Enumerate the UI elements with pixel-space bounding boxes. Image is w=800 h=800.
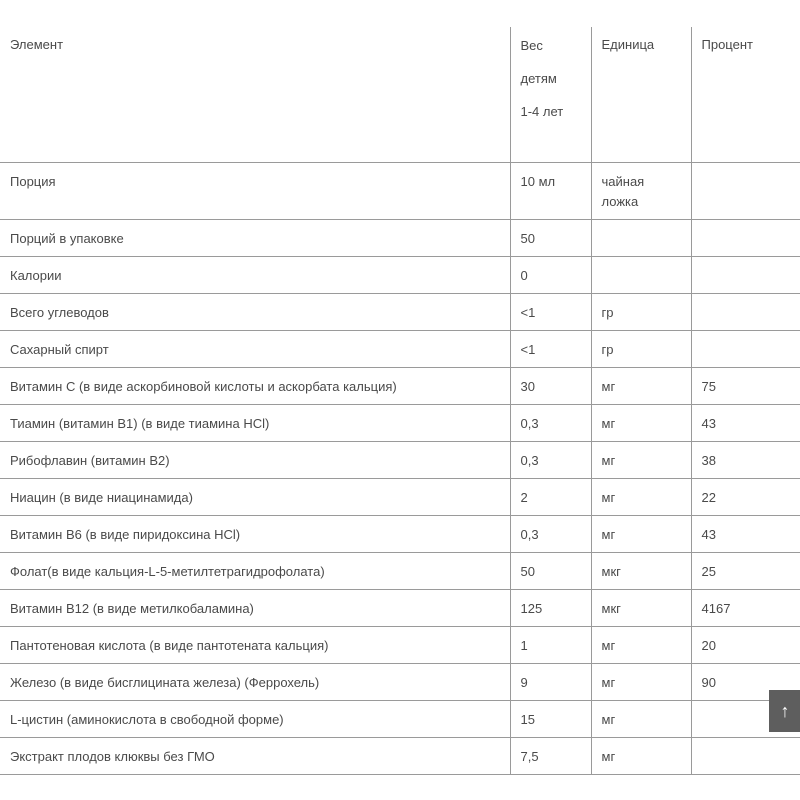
header-weight-line-2: детям — [520, 71, 557, 86]
table-row — [0, 367, 800, 404]
cell-weight: <1 — [510, 293, 591, 330]
table-row — [0, 219, 800, 256]
table-row — [0, 478, 800, 515]
cell-unit: мг — [591, 700, 691, 737]
cell-weight: 50 — [510, 219, 591, 256]
cell-element: Порция — [0, 162, 510, 219]
cell-unit: мг — [591, 626, 691, 663]
cell-unit: мг — [591, 404, 691, 441]
cell-element: Пантотеновая кислота (в виде пантотената кальция) — [0, 626, 510, 663]
cell-weight: <1 — [510, 330, 591, 367]
table-row — [0, 737, 800, 774]
table-row — [0, 441, 800, 478]
cell-percent: 43 — [691, 404, 800, 441]
cell-weight: 15 — [510, 700, 591, 737]
cell-element: L-цистин (аминокислота в свободной форме) — [0, 700, 510, 737]
nutrition-table-container — [0, 27, 800, 775]
cell-weight: 0,3 — [510, 441, 591, 478]
cell-unit: мкг — [591, 552, 691, 589]
cell-weight: 50 — [510, 552, 591, 589]
cell-unit — [591, 219, 691, 256]
cell-element: Тиамин (витамин B1) (в виде тиамина HCl) — [0, 404, 510, 441]
cell-element: Витамин B6 (в виде пиридоксина HCl) — [0, 515, 510, 552]
cell-element: Рибофлавин (витамин B2) — [0, 441, 510, 478]
scroll-to-top-button[interactable] — [769, 690, 800, 732]
table-row — [0, 293, 800, 330]
cell-element: Витамин B12 (в виде метилкобаламина) — [0, 589, 510, 626]
cell-element: Фолат(в виде кальция-L-5-метилтетрагидрофолата) — [0, 552, 510, 589]
table-row — [0, 404, 800, 441]
table-row — [0, 515, 800, 552]
cell-percent: 38 — [691, 441, 800, 478]
table-row — [0, 626, 800, 663]
cell-element: Экстракт плодов клюквы без ГМО — [0, 737, 510, 774]
cell-percent — [691, 162, 800, 219]
cell-weight: 0,3 — [510, 404, 591, 441]
cell-percent: 43 — [691, 515, 800, 552]
table-row — [0, 589, 800, 626]
cell-unit — [591, 256, 691, 293]
cell-percent: 25 — [691, 552, 800, 589]
cell-unit: мг — [591, 515, 691, 552]
cell-weight: 7,5 — [510, 737, 591, 774]
cell-element: Порций в упаковке — [0, 219, 510, 256]
cell-percent — [691, 219, 800, 256]
cell-weight: 1 — [510, 626, 591, 663]
header-element: Элемент — [10, 37, 64, 52]
cell-weight: 0 — [510, 256, 591, 293]
cell-unit: мг — [591, 367, 691, 404]
cell-unit: чайная ложка — [591, 162, 691, 219]
cell-weight: 30 — [510, 367, 591, 404]
cell-unit: гр — [591, 293, 691, 330]
cell-weight: 2 — [510, 478, 591, 515]
table-row — [0, 663, 800, 700]
cell-element: Витамин C (в виде аскорбиновой кислоты и аскорбата кальция) — [0, 367, 510, 404]
table-row — [0, 162, 800, 219]
cell-percent: 4167 — [691, 589, 800, 626]
cell-percent — [691, 330, 800, 367]
cell-element: Железо (в виде бисглицината железа) (Феррохель) — [0, 663, 510, 700]
cell-element: Ниацин (в виде ниацинамида) — [0, 478, 510, 515]
cell-percent: 22 — [691, 478, 800, 515]
table-header-row — [0, 27, 800, 162]
cell-unit: мг — [591, 478, 691, 515]
cell-percent — [691, 256, 800, 293]
cell-weight: 9 — [510, 663, 591, 700]
cell-element: Всего углеводов — [0, 293, 510, 330]
cell-unit: гр — [591, 330, 691, 367]
cell-unit: мг — [591, 663, 691, 700]
cell-element: Калории — [0, 256, 510, 293]
nutrition-table — [0, 27, 800, 775]
cell-unit: мкг — [591, 589, 691, 626]
header-weight — [510, 27, 591, 162]
cell-percent — [691, 293, 800, 330]
cell-weight: 0,3 — [510, 515, 591, 552]
arrow-up-icon: ↑ — [780, 700, 790, 721]
header-weight-line-1: Вес — [520, 38, 543, 53]
table-row — [0, 552, 800, 589]
cell-percent: 90 — [691, 663, 800, 700]
cell-percent: 75 — [691, 367, 800, 404]
cell-unit: мг — [591, 441, 691, 478]
table-row — [0, 330, 800, 367]
header-weight-line-3: 1-4 лет — [520, 104, 564, 119]
cell-element: Сахарный спирт — [0, 330, 510, 367]
header-percent: Процент — [691, 27, 800, 162]
table-row — [0, 256, 800, 293]
cell-weight: 125 — [510, 589, 591, 626]
cell-percent — [691, 737, 800, 774]
cell-unit: мг — [591, 737, 691, 774]
cell-weight: 10 мл — [510, 162, 591, 219]
cell-percent: 20 — [691, 626, 800, 663]
header-unit: Единица — [591, 27, 691, 162]
table-row — [0, 700, 800, 737]
